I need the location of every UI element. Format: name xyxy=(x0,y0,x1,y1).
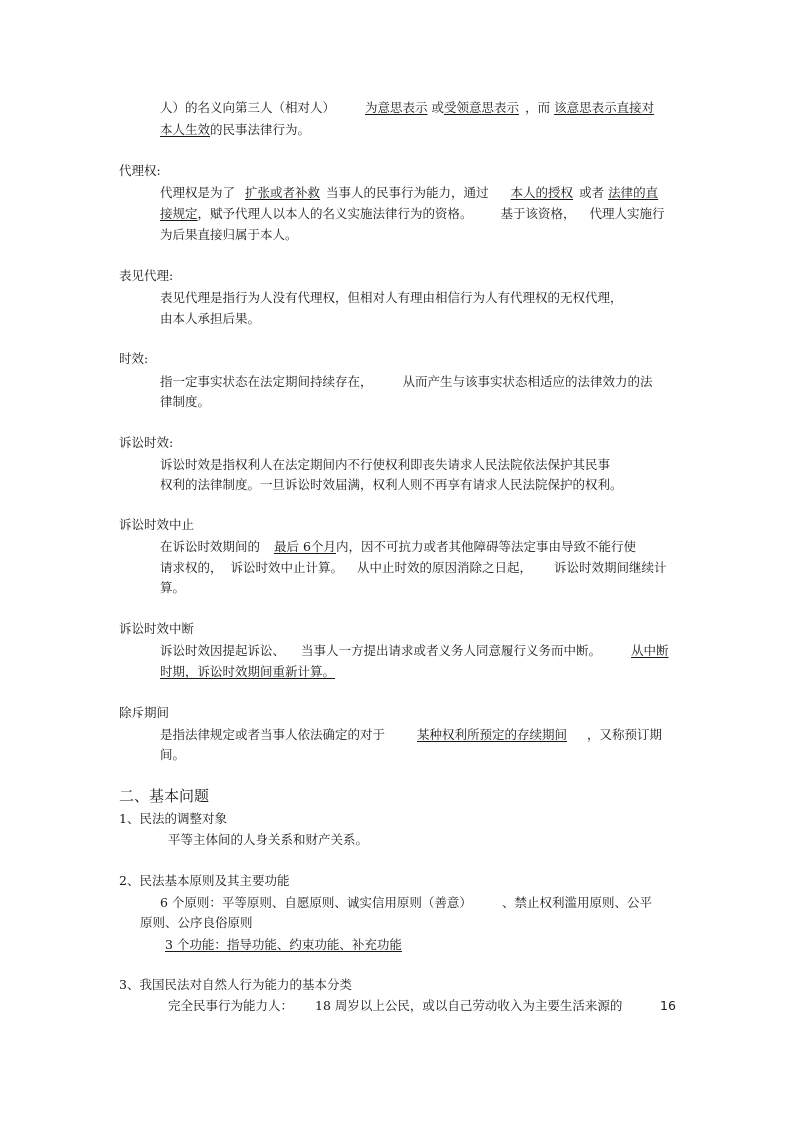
text-line: 诉讼时效是指权利人在法定期间内不行使权利即丧失请求人民法院依法保护其民事 xyxy=(160,457,611,472)
text-line: 律制度。 xyxy=(160,394,211,409)
question-heading: 1、民法的调整对象 xyxy=(119,811,227,826)
section-heading: 诉讼时效中止 xyxy=(119,517,195,532)
text-line: 指一定事实状态在法定期间持续存在， 从而产生与该事实状态相适应的法律效力的法 xyxy=(160,374,653,389)
text-line: 诉讼时效因提起诉讼、 当事人一方提出请求或者义务人同意履行义务而中断。 从中断 xyxy=(160,643,669,658)
text-line: 3 个功能：指导功能、约束功能、补充功能 xyxy=(165,937,402,952)
section-heading: 代理权: xyxy=(119,163,161,178)
text-line: 是指法律规定或者当事人依法确定的对于 某种权利所预定的存续期间 ，又称预订期 xyxy=(160,727,663,742)
text-line: 本人生效的民事法律行为。 xyxy=(160,122,311,137)
section-heading: 诉讼时效: xyxy=(119,435,174,450)
text-line: 权利的法律制度。一旦诉讼时效届满，权利人则不再享有请求人民法院保护的权利。 xyxy=(160,477,623,492)
question-heading: 3、我国民法对自然人行为能力的基本分类 xyxy=(119,977,352,992)
text-line: 完全民事行为能力人： 18 周岁以上公民，或以自己劳动收入为主要生活来源的 xyxy=(168,998,623,1013)
text-line: 请求权的， 诉讼时效中止计算。 从中止时效的原因消除之日起， 诉讼时效期间继续计 xyxy=(160,560,667,575)
section-heading: 除斥期间 xyxy=(119,705,170,720)
text-line: 平等主体间的人身关系和财产关系。 xyxy=(168,832,369,847)
section-title: 二、基本问题 xyxy=(119,787,210,805)
text-line: 时期，诉讼时效期间重新计算。 xyxy=(160,664,336,679)
question-heading: 2、民法基本原则及其主要功能 xyxy=(119,873,290,888)
section-heading: 时效: xyxy=(119,351,149,366)
text-line: 由本人承担后果。 xyxy=(160,311,261,326)
text-line: 为后果直接归属于本人。 xyxy=(160,227,298,242)
text-line: 原则、公序良俗原则 xyxy=(140,915,253,930)
text-line: 在诉讼时效期间的 最后 6个月内，因不可抗力或者其他障碍等法定事由导致不能行使 xyxy=(160,539,636,554)
text-line: 16 xyxy=(660,998,676,1013)
text-line: 人）的名义向第三人（相对人） 为意思表示 或受领意思表示 ，而 该意思表示直接对 xyxy=(160,100,655,115)
text-line: 算。 xyxy=(160,580,186,595)
text-line: 6 个原则：平等原则、自愿原则、诚实信用原则（善意） 、禁止权利滥用原则、公平 xyxy=(160,895,652,910)
section-heading: 诉讼时效中断 xyxy=(119,621,195,636)
text-line: 间。 xyxy=(160,747,186,762)
text-line: 接规定，赋予代理人以本人的名义实施法律行为的资格。 基于该资格， 代理人实施行 xyxy=(160,206,665,221)
text-line: 代理权是为了 扩张或者补救 当事人的民事行为能力，通过 本人的授权 或者 法律的直 xyxy=(160,185,659,200)
section-heading: 表见代理: xyxy=(119,268,174,283)
text-line: 表见代理是指行为人没有代理权，但相对人有理由相信行为人有代理权的无权代理， xyxy=(160,290,623,305)
